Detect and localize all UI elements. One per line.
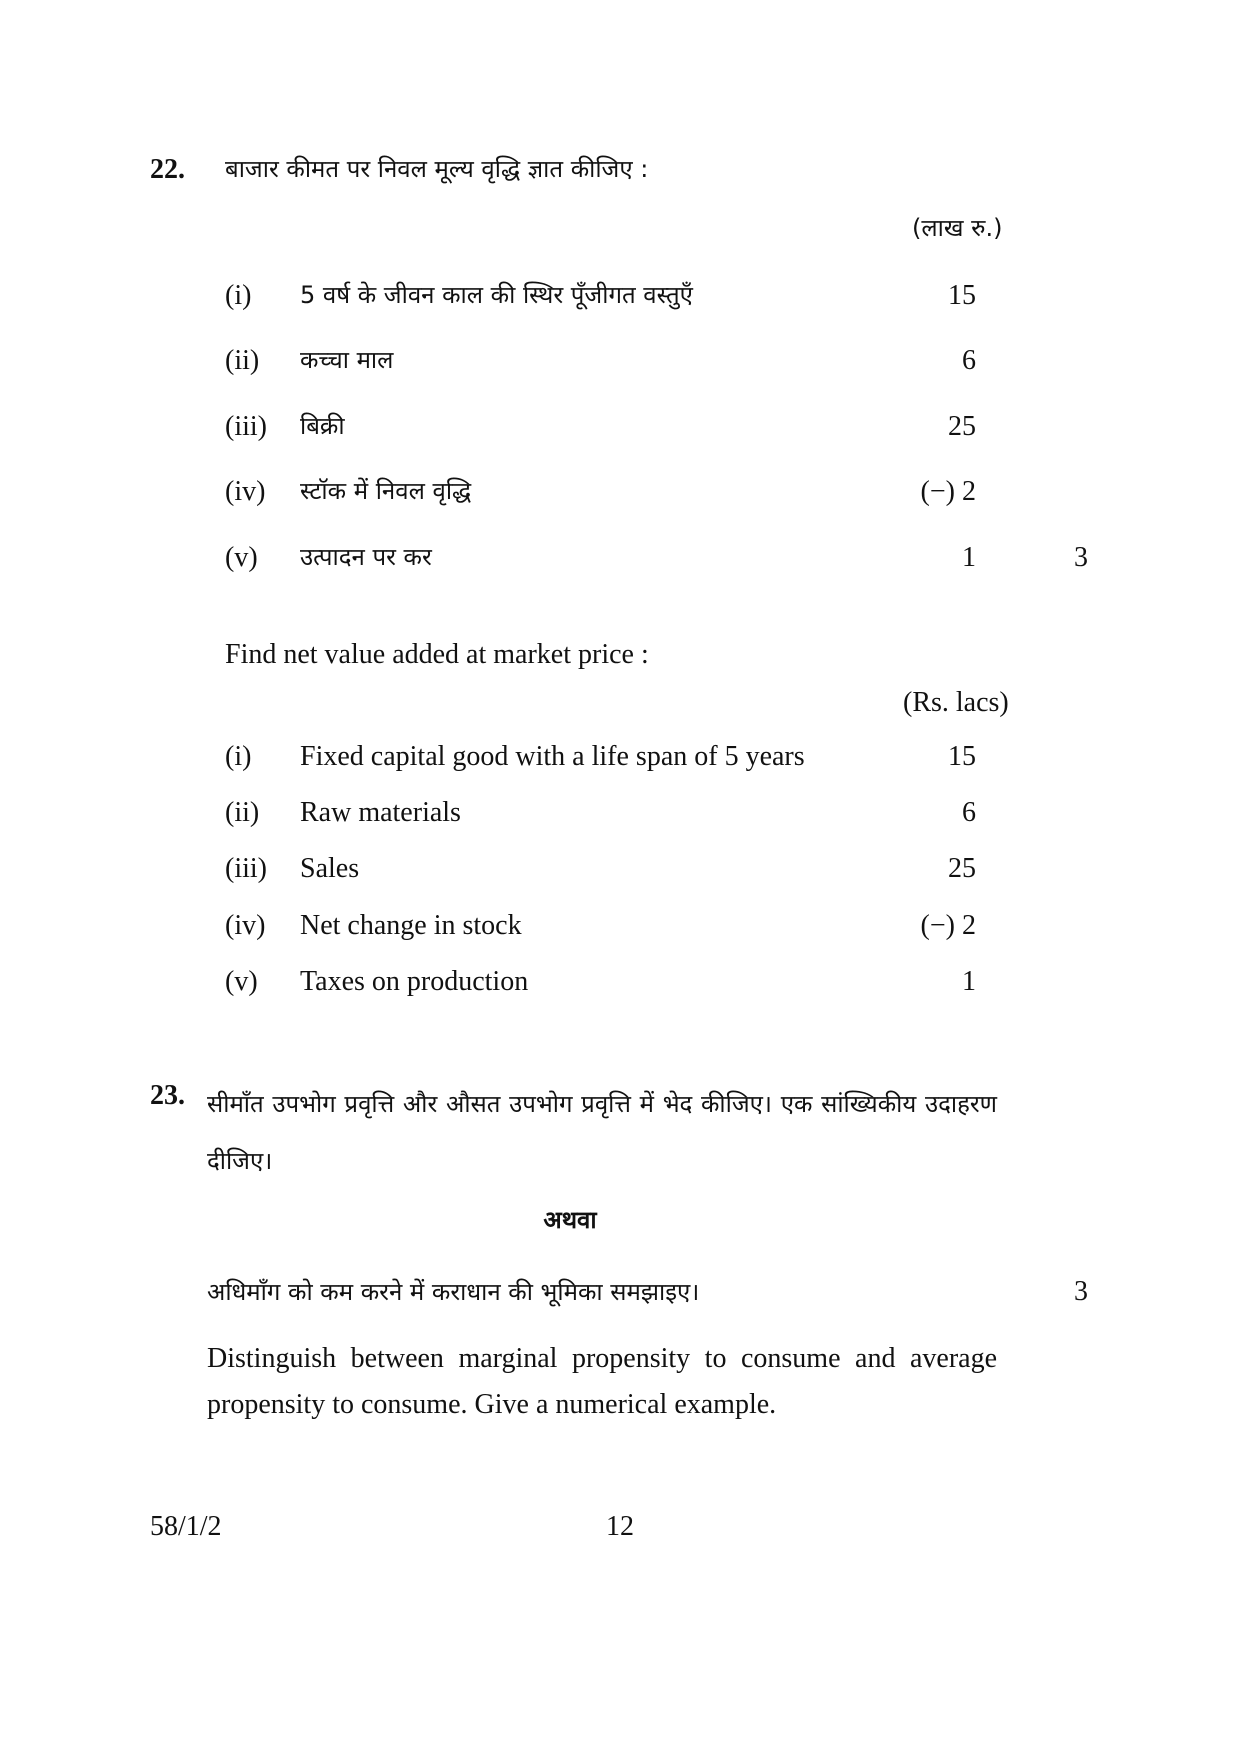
list-item-text: Raw materials xyxy=(300,797,461,828)
q23-hindi-question: सीमाँत उपभोग प्रवृत्ति और औसत उपभोग प्रवृत्ति में भेद कीजिए। एक सांख्यिकीय उदाहरण दीजिए। xyxy=(207,1090,997,1175)
list-item-label: (iv) xyxy=(225,476,266,507)
list-item-label: (iii) xyxy=(225,411,267,442)
list-item-label: (iv) xyxy=(225,910,266,941)
or-label: अथवा xyxy=(543,1206,597,1234)
q22-english-unit: (Rs. lacs) xyxy=(903,687,1009,718)
list-item-value: 25 xyxy=(948,853,976,884)
q23-hindi-alternative: अधिमाँग को कम करने में कराधान की भूमिका समझाइए। xyxy=(207,1278,700,1306)
list-item-value: 15 xyxy=(948,741,976,772)
question-number-23: 23. xyxy=(150,1080,185,1111)
q23-english-question: Distinguish between marginal propensity to consume and average propensity to consume. Give a numerical example. xyxy=(207,1343,997,1420)
paper-code: 58/1/2 xyxy=(150,1511,222,1542)
list-item-text: Taxes on production xyxy=(300,966,529,997)
list-item-value: 1 xyxy=(962,966,976,997)
list-item-text: Fixed capital good with a life span of 5 years xyxy=(300,741,805,772)
list-item-text: Net change in stock xyxy=(300,910,522,941)
q22-hindi-unit: (लाख रु.) xyxy=(912,214,1003,242)
list-item-value: 15 xyxy=(948,280,976,311)
q22-marks: 3 xyxy=(1074,542,1088,573)
list-item-label: (v) xyxy=(225,966,258,997)
list-item-text: 5 वर्ष के जीवन काल की स्थिर पूँजीगत वस्तुएँ xyxy=(300,281,693,309)
list-item-text: Sales xyxy=(300,853,360,884)
q22-english-title: Find net value added at market price : xyxy=(225,639,649,670)
list-item-label: (ii) xyxy=(225,345,260,376)
list-item-value: (−) 2 xyxy=(920,476,976,507)
list-item-label: (ii) xyxy=(225,797,260,828)
list-item-text: उत्पादन पर कर xyxy=(300,543,432,571)
q22-hindi-title: बाजार कीमत पर निवल मूल्य वृद्धि ज्ञात कीजिए : xyxy=(225,155,649,183)
list-item-label: (v) xyxy=(225,542,258,573)
list-item-value: 6 xyxy=(962,345,976,376)
list-item-text: बिक्री xyxy=(300,412,345,440)
question-number-22: 22. xyxy=(150,154,185,185)
list-item-text: स्टॉक में निवल वृद्धि xyxy=(300,477,472,505)
list-item-label: (i) xyxy=(225,741,252,772)
page-number: 12 xyxy=(606,1511,634,1542)
list-item-value: (−) 2 xyxy=(920,910,976,941)
list-item-value: 1 xyxy=(962,542,976,573)
list-item-label: (i) xyxy=(225,280,252,311)
q23-marks: 3 xyxy=(1074,1276,1088,1307)
list-item-label: (iii) xyxy=(225,853,267,884)
list-item-value: 25 xyxy=(948,411,976,442)
list-item-text: कच्चा माल xyxy=(300,346,394,374)
list-item-value: 6 xyxy=(962,797,976,828)
